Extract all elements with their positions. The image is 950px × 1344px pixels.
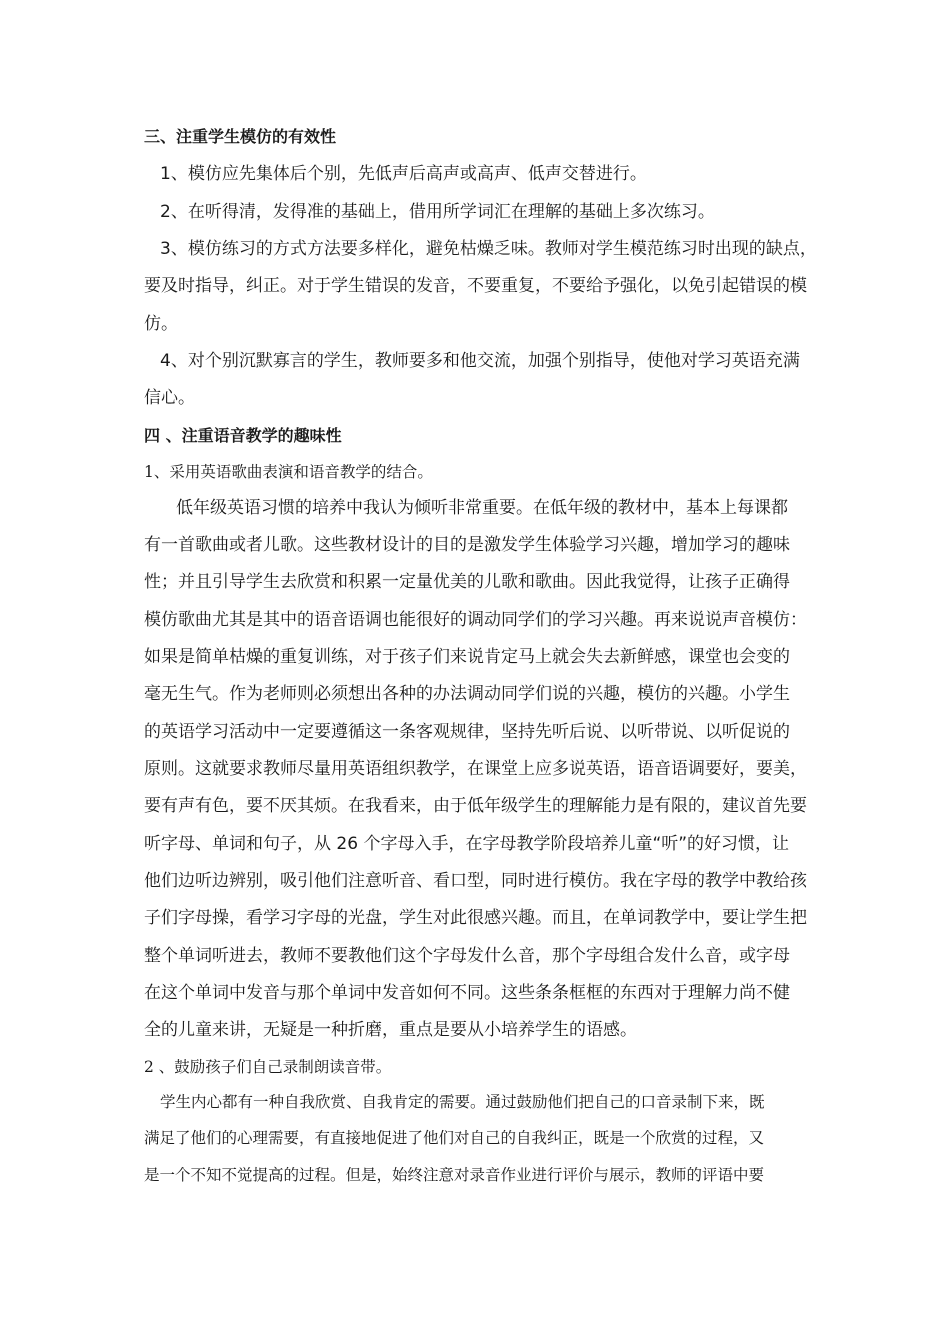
section-4-para-2-line-2: 满足了他们的心理需要，有直接地促进了他们对自己的自我纠正，既是一个欣赏的过程，又 — [144, 1129, 765, 1147]
section-4-para-1-line-15: 全的儿童来讲，无疑是一种折磨，重点是要从小培养学生的语感。 — [144, 1020, 637, 1040]
section-4-subheading-2: 2 、鼓励孩子们自己录制朗读音带。 — [144, 1058, 392, 1076]
section-3-item-3-line-1: 3、模仿练习的方式方法要多样化，避免枯燥乏味。教师对学生模范练习时出现的缺点， — [160, 239, 817, 259]
section-4-para-1-line-1: 低年级英语习惯的培养中我认为倾听非常重要。在低年级的教材中，基本上每课都 — [176, 498, 788, 518]
section-4-para-1-line-9: 要有声有色，要不厌其烦。在我看来，由于低年级学生的理解能力是有限的，建议首先要 — [144, 796, 807, 816]
section-4-para-1-line-8: 原则。这就要求教师尽量用英语组织教学，在课堂上应多说英语，语音语调要好，要美， — [144, 759, 807, 779]
section-4-para-1-line-3: 性；并且引导学生去欣赏和积累一定量优美的儿歌和歌曲。因此我觉得，让孩子正确得 — [144, 572, 790, 592]
section-4-para-1-line-10: 听字母、单词和句子，从 26 个字母入手，在字母教学阶段培养儿童“听”的好习惯，让 — [144, 834, 790, 854]
section-4-para-1-line-7: 的英语学习活动中一定要遵循这一条客观规律，坚持先听后说、以听带说、以听促说的 — [144, 722, 790, 742]
section-4-subheading-1: 1、采用英语歌曲表演和语音教学的结合。 — [144, 463, 433, 481]
section-4-para-1-line-11: 他们边听边辨别，吸引他们注意听音、看口型，同时进行模仿。我在字母的教学中教给孩 — [144, 871, 807, 891]
section-4-para-1-line-6: 毫无生气。作为老师则必须想出各种的办法调动同学们说的兴趣，模仿的兴趣。小学生 — [144, 684, 790, 704]
section-3-item-1: 1、模仿应先集体后个别，先低声后高声或高声、低声交替进行。 — [160, 164, 647, 184]
section-3-item-2: 2、在听得清，发得准的基础上，借用所学词汇在理解的基础上多次练习。 — [160, 202, 715, 222]
section-4-para-1-line-5: 如果是简单枯燥的重复训练，对于孩子们来说肯定马上就会失去新鲜感，课堂也会变的 — [144, 647, 790, 667]
section-3-item-3-line-2: 要及时指导，纠正。对于学生错误的发音，不要重复，不要给予强化，以免引起错误的模 — [144, 276, 807, 296]
section-4-para-1-line-4: 模仿歌曲尤其是其中的语音语调也能很好的调动同学们的学习兴趣。再来说说声音模仿： — [144, 610, 807, 630]
section-4-heading: 四 、注重语音教学的趣味性 — [144, 426, 342, 445]
section-4-para-2-line-3: 是一个不知不觉提高的过程。但是，始终注意对录音作业进行评价与展示，教师的评语中要 — [144, 1166, 765, 1184]
section-3-item-3-line-3: 仿。 — [144, 314, 178, 334]
section-3-item-4-line-1: 4、对个别沉默寡言的学生，教师要多和他交流，加强个别指导，使他对学习英语充满 — [160, 351, 800, 371]
section-4-para-2-line-1: 学生内心都有一种自我欣赏、自我肯定的需要。通过鼓励他们把自己的口音录制下来，既 — [160, 1093, 765, 1111]
section-4-para-1-line-2: 有一首歌曲或者儿歌。这些教材设计的目的是激发学生体验学习兴趣，增加学习的趣味 — [144, 535, 790, 555]
section-3-item-4-line-2: 信心。 — [144, 388, 195, 408]
section-3-heading: 三、注重学生模仿的有效性 — [144, 127, 337, 146]
section-4-para-1-line-12: 子们字母操，看学习字母的光盘，学生对此很感兴趣。而且，在单词教学中，要让学生把 — [144, 908, 807, 928]
section-4-para-1-line-14: 在这个单词中发音与那个单词中发音如何不同。这些条条框框的东西对于理解力尚不健 — [144, 983, 790, 1003]
section-4-para-1-line-13: 整个单词听进去，教师不要教他们这个字母发什么音，那个字母组合发什么音，或字母 — [144, 946, 790, 966]
